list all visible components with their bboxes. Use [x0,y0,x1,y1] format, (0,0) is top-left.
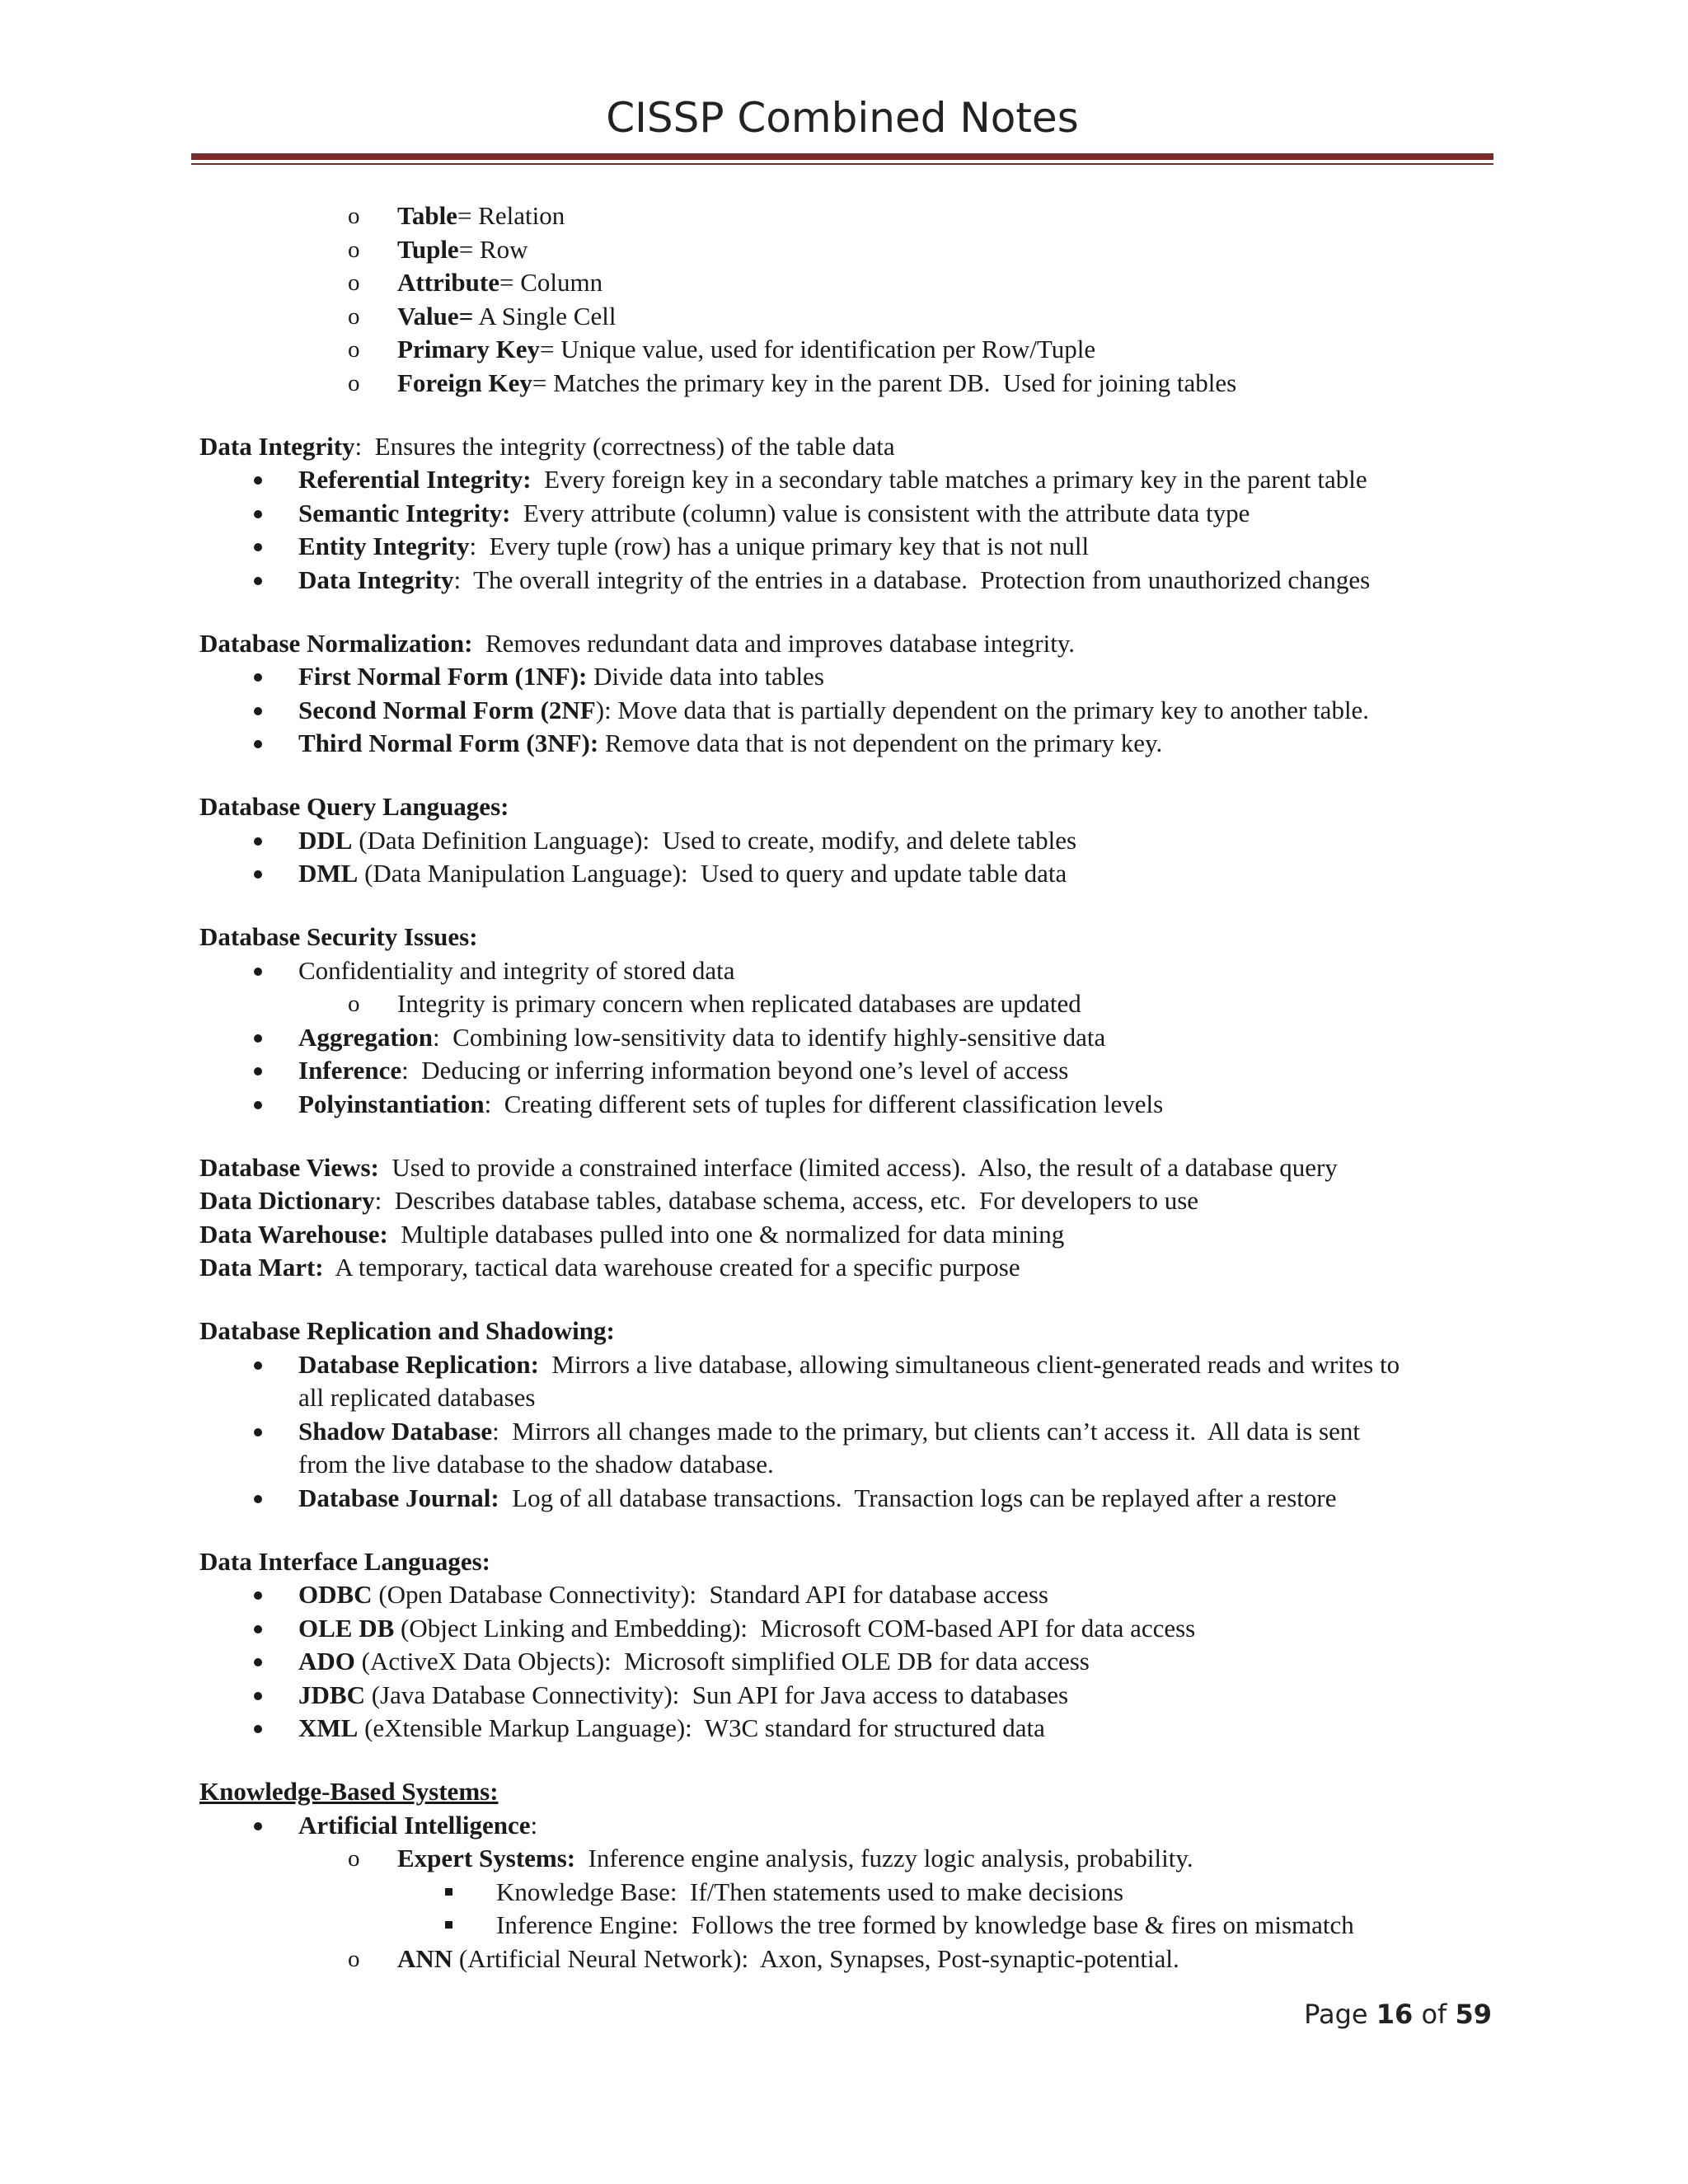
term: First Normal Form (1NF): [298,662,588,691]
list-item [199,694,1502,728]
bullet-disc-icon [254,510,262,518]
description: (Data Definition Language): Used to create, modify, and delete tables [352,825,1077,855]
header-rule [191,153,1493,160]
description: Every attribute (column) value is consistent with the attribute data type [510,498,1250,527]
description: Every foreign key in a secondary table matches a primary key in the parent table [531,465,1367,494]
description: A temporary, tactical data warehouse created for a specific purpose [323,1253,1020,1282]
section-spacer [199,400,1502,430]
term: Data Warehouse: [199,1219,388,1249]
section-heading [199,1184,1502,1218]
list-item [199,497,1502,531]
list-item [199,1645,1502,1679]
list-item [199,1943,1502,1976]
list-item [199,1712,1502,1746]
term: Third Normal Form (3NF): [298,729,599,757]
bullet-disc-icon [254,1692,262,1700]
bullet-disc-icon [254,543,262,551]
page-header-title: CISSP Combined Notes [606,94,1079,142]
term: Foreign Key [397,368,532,397]
term: ADO [298,1647,355,1675]
section-heading [199,921,1502,954]
description: (ActiveX Data Objects): Microsoft simplified OLE DB for data access [354,1647,1090,1675]
bullet-disc-icon [254,1067,262,1076]
list-item [199,564,1502,598]
list-item [199,333,1502,367]
description: Integrity is primary concern when replicated databases are updated [397,989,1081,1018]
section-spacer [199,597,1502,627]
bullet-disc-icon [254,707,262,715]
bullet-disc-icon [254,1658,262,1666]
section-heading [199,1218,1502,1252]
bullet-circle-icon: o [348,1945,360,1972]
description: : Describes database tables, database schema, access, etc. For developers to use [374,1186,1199,1215]
description: Multiple databases pulled into one & normalized for data mining [387,1219,1065,1249]
term: Semantic Integrity: [298,498,511,527]
term: Polyinstantiation [298,1089,485,1118]
bullet-disc-icon [254,1034,262,1043]
description: (Open Database Connectivity): Standard API for database access [372,1580,1048,1609]
description: (Java Database Connectivity): Sun API for Java access to databases [364,1680,1069,1709]
description: ): Move data that is partially dependent on the primary key to another table. [595,695,1370,724]
section-spacer [199,1746,1502,1776]
description: Inference Engine: Follows the tree formed by knowledge base & fires on mismatch [496,1910,1354,1939]
bullet-circle-icon: o [348,302,360,330]
description: (Data Manipulation Language): Used to query and update table data [358,859,1067,888]
list-item [199,199,1502,233]
description: : Mirrors all changes made to the primary, but clients can’t access it. All data is sent [492,1416,1360,1446]
bullet-disc-icon [254,870,262,879]
section-heading [199,790,1502,824]
bullet-circle-icon: o [348,1845,360,1872]
description: : Deducing or inferring information beyond one’s level of access [401,1056,1069,1085]
description: : The overall integrity of the entries in a database. Protection from unauthorized changes [453,565,1371,594]
list-item [199,1088,1502,1122]
term: Table [397,201,457,230]
bullet-disc-icon [254,1495,262,1503]
bullet-circle-icon: o [348,336,360,363]
bullet-disc-icon [254,673,262,682]
description: : Every tuple (row) has a unique primary key that is not null [469,532,1090,560]
term: Database Journal: [298,1483,499,1512]
bullet-disc-icon [254,1725,262,1733]
notes-body [199,199,1502,1975]
description: Used to provide a constrained interface (limited access). Also, the result of a database query [378,1152,1338,1182]
description: (eXtensible Markup Language): W3C standard for structured data [358,1713,1045,1742]
term: JDBC [298,1680,365,1709]
list-item [199,233,1502,267]
list-item [199,367,1502,401]
description: = Column [499,268,603,297]
list-item [199,1381,1502,1415]
description: Remove data that is not dependent on the primary key. [598,729,1163,757]
description: : Combining low-sensitivity data to identify highly-sensitive data [433,1022,1106,1052]
description: A Single Cell [473,301,617,330]
bullet-disc-icon [254,1625,262,1633]
term: Data Mart: [199,1253,324,1282]
term: Referential Integrity: [298,465,532,494]
bullet-circle-icon: o [348,991,360,1017]
section-spacer [199,761,1502,791]
description: : Ensures the integrity (correctness) of the table data [354,431,895,461]
term: DDL [298,825,353,855]
page-of-label: of [1413,1999,1456,2030]
list-item [199,1909,1502,1943]
list-item [199,1679,1502,1713]
term: Tuple [397,234,459,264]
description: : [530,1810,538,1840]
description: = Relation [457,201,565,230]
term: Primary Key [397,335,541,363]
term: Value= [397,301,474,330]
list-item [199,463,1502,497]
term: Database Replication: [298,1349,539,1379]
description: (Object Linking and Embedding): Microsoft COM-based API for data access [394,1613,1196,1643]
page-total: 59 [1455,1999,1492,2030]
description: = Row [458,234,528,264]
description: = Unique value, used for identification per Row/Tuple [540,335,1096,363]
list-item [199,857,1502,891]
bullet-disc-icon [254,1101,262,1109]
term: Shadow Database [298,1416,493,1446]
term: Database Query Languages: [199,792,509,821]
bullet-disc-icon [254,837,262,846]
term: DML [298,859,359,888]
list-item [199,1348,1502,1382]
list-item [199,266,1502,300]
section-heading [199,1151,1502,1185]
term: Database Views: [199,1152,379,1182]
term: XML [298,1713,359,1742]
list-item [199,1021,1502,1055]
description: from the live database to the shadow database. [298,1450,774,1479]
term: Expert Systems: [397,1844,576,1872]
term: Second Normal Form (2NF [298,695,596,724]
bullet-circle-icon: o [348,203,360,229]
list-item [199,1482,1502,1516]
bullet-disc-icon [254,740,262,748]
description: Inference engine analysis, fuzzy logic analysis, probability. [575,1844,1193,1872]
term: ODBC [298,1580,373,1609]
term: Entity Integrity [298,532,470,560]
description: : Creating different sets of tuples for different classification levels [484,1089,1164,1118]
section-spacer [199,891,1502,921]
bullet-circle-icon: o [348,369,360,396]
term: Artificial Intelligence [298,1810,531,1840]
section-heading [199,1315,1502,1348]
term: Data Integrity [199,431,355,461]
list-item [199,727,1502,761]
list-item [199,1612,1502,1646]
list-item [199,1809,1502,1843]
term: Data Integrity [298,565,454,594]
section-heading [199,1251,1502,1285]
list-item [199,954,1502,988]
bullet-disc-icon [254,968,262,976]
bullet-square-icon [445,1921,452,1929]
list-item [199,660,1502,694]
term: OLE DB [298,1613,395,1643]
term: Inference [298,1056,402,1085]
description: Confidentiality and integrity of stored data [298,955,735,985]
term: Data Interface Languages: [199,1546,491,1576]
description: Mirrors a live database, allowing simultaneous client-generated reads and writes to [538,1349,1400,1379]
description: all replicated databases [298,1383,536,1412]
bullet-circle-icon: o [348,269,360,296]
term: Aggregation [298,1022,434,1052]
list-item [199,1842,1502,1876]
description: Removes redundant data and improves database integrity. [472,628,1076,658]
term: Knowledge-Based Systems: [199,1777,499,1806]
section-spacer [199,1285,1502,1315]
bullet-disc-icon [254,577,262,585]
bullet-circle-icon: o [348,236,360,263]
description: Knowledge Base: If/Then statements used to make decisions [496,1877,1124,1906]
section-spacer [199,1515,1502,1545]
list-item [199,987,1502,1021]
section-heading [199,627,1502,661]
page-label: Page [1304,1999,1376,2030]
list-item [199,300,1502,334]
bullet-disc-icon [254,1591,262,1600]
description: = Matches the primary key in the parent DB. Used for joining tables [532,368,1237,397]
term: Database Normalization: [199,628,473,658]
bullet-disc-icon [254,1822,262,1830]
page-number [1236,1999,1492,2030]
section-heading [199,430,1502,464]
section-heading [199,1775,1502,1809]
list-item [199,1054,1502,1088]
list-item [199,530,1502,564]
section-heading [199,1545,1502,1579]
bullet-disc-icon [254,476,262,485]
list-item [199,1578,1502,1612]
list-item [199,824,1502,858]
section-spacer [199,1121,1502,1151]
term: Attribute [397,268,499,297]
term: ANN [397,1943,453,1973]
list-item [199,1415,1502,1449]
description: (Artificial Neural Network): Axon, Synapses, Post-synaptic-potential. [452,1943,1179,1973]
bullet-disc-icon [254,1361,262,1370]
bullet-disc-icon [254,1428,262,1436]
bullet-square-icon [445,1888,452,1896]
list-item [199,1876,1502,1910]
description: Log of all database transactions. Transaction logs can be replayed after a restore [499,1483,1337,1512]
list-item [199,1448,1502,1482]
term: Database Replication and Shadowing: [199,1316,615,1345]
term: Database Security Issues: [199,922,478,951]
description: Divide data into tables [587,662,824,691]
page-current: 16 [1376,1999,1414,2030]
term: Data Dictionary [199,1186,375,1215]
